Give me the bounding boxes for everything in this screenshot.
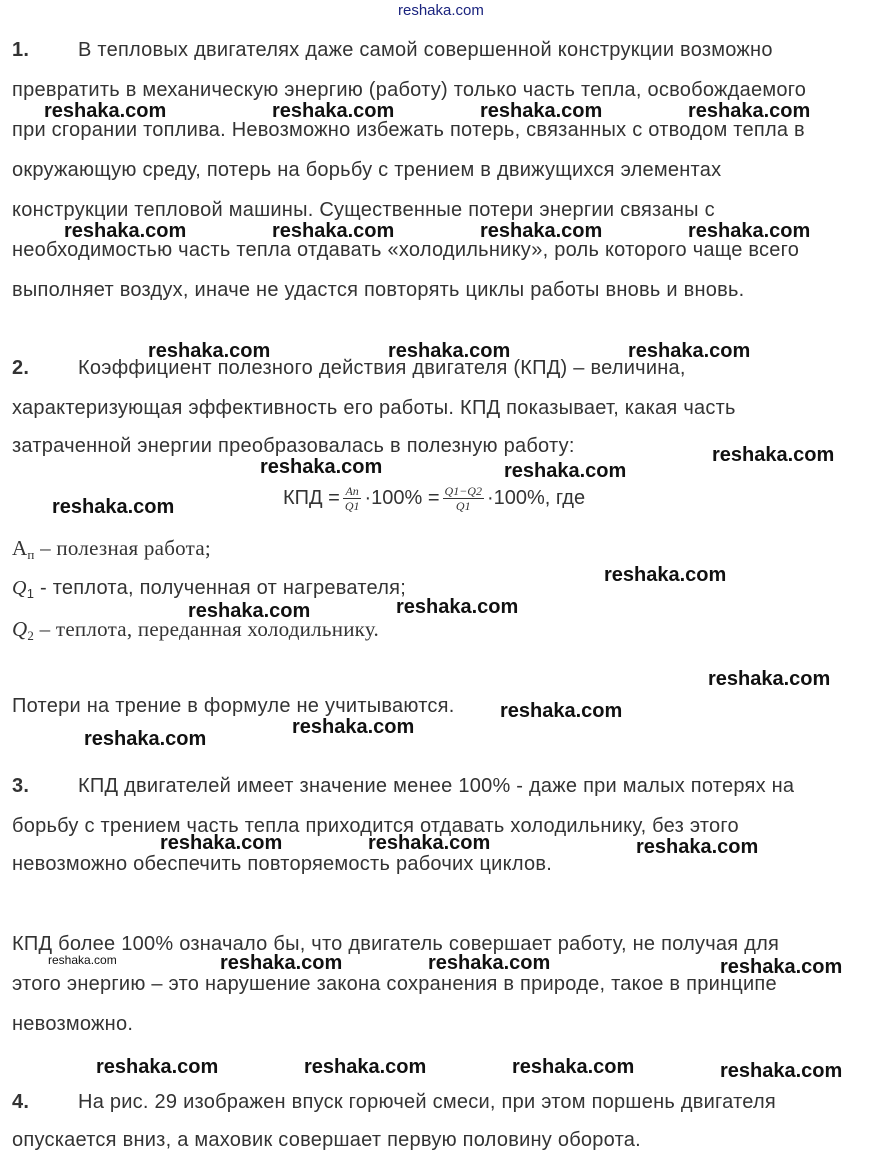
watermark: reshaka.com: [96, 1056, 219, 1078]
watermark: reshaka.com: [604, 564, 727, 586]
watermark: reshaka.com: [272, 100, 395, 122]
watermark: reshaka.com: [636, 836, 759, 858]
watermark: reshaka.com: [388, 340, 511, 362]
watermark: reshaka.com: [708, 668, 831, 690]
section4-line-2: опускается вниз, а маховик совершает первую половину оборота.: [12, 1129, 641, 1151]
section3-line-3: невозможно обеспечить повторяемость рабочих циклов.: [12, 853, 553, 875]
section3-para2-line-3: невозможно.: [12, 1013, 134, 1035]
watermark: reshaka.com: [480, 100, 603, 122]
section3-para2-line-1: КПД более 100% означало бы, что двигатель совершает работу, не получая для: [12, 933, 780, 955]
watermark: reshaka.com: [628, 340, 751, 362]
section2-line-1: 2. Коэффициент полезного действия двигателя (КПД) – величина,: [12, 357, 686, 379]
watermark: reshaka.com: [480, 220, 603, 242]
section1-line-6: необходимостью часть тепла отдавать «холодильнику», роль которого чаще всего: [12, 239, 800, 261]
section3-line-1: 3. КПД двигателей имеет значение менее 100% - даже при малых потерях на: [12, 775, 795, 797]
watermark: reshaka.com: [220, 952, 343, 974]
def-heat-transferred: $Q_2$ – теплота, переданная холодильнику.: [12, 617, 379, 643]
section1-line-3: при сгорании топлива. Невозможно избежать потерь, связанных с отводом тепла в: [12, 119, 805, 141]
watermark: reshaka.com: [504, 460, 627, 482]
section4-line-1: 4. На рис. 29 изображен впуск горючей смеси, при этом поршень двигателя: [12, 1091, 776, 1113]
section2-line-2: характеризующая эффективность его работы. КПД показывает, какая часть: [12, 397, 736, 419]
watermark: reshaka.com: [368, 832, 491, 854]
section1-line-7: выполняет воздух, иначе не удастся повторять циклы работы вновь и вновь.: [12, 279, 745, 301]
watermark: reshaka.com: [292, 716, 415, 738]
watermark-small: reshaka.com: [48, 953, 117, 967]
fraction-useful-work: $\frac{Aп}{Q1}$: [344, 483, 360, 513]
watermark: reshaka.com: [720, 1060, 843, 1082]
section1-number: 1.: [12, 39, 30, 61]
watermark: reshaka.com: [712, 444, 835, 466]
section2-number: 2.: [12, 357, 30, 379]
watermark: reshaka.com: [148, 340, 271, 362]
section2-line-3: затраченной энергии преобразовалась в полезную работу:: [12, 435, 575, 457]
watermark: reshaka.com: [304, 1056, 427, 1078]
watermark: reshaka.com: [428, 952, 551, 974]
header-watermark: reshaka.com: [398, 2, 484, 19]
watermark: reshaka.com: [500, 700, 623, 722]
watermark: reshaka.com: [272, 220, 395, 242]
section3-line-2: борьбу с трением часть тепла приходится отдавать холодильнику, без этого: [12, 815, 739, 837]
watermark: reshaka.com: [52, 496, 175, 518]
fraction-heat-difference: $\frac{Q1-Q2}{Q1}$: [444, 483, 482, 513]
watermark: reshaka.com: [512, 1056, 635, 1078]
section1-line-4: окружающую среду, потерь на борьбу с трением в движущихся элементах: [12, 159, 722, 181]
watermark: reshaka.com: [188, 600, 311, 622]
section3-number: 3.: [12, 775, 30, 797]
section1-line-1: 1. В тепловых двигателях даже самой совершенной конструкции возможно: [12, 39, 773, 61]
watermark: reshaka.com: [160, 832, 283, 854]
watermark: reshaka.com: [396, 596, 519, 618]
section4-number: 4.: [12, 1091, 30, 1113]
watermark: reshaka.com: [84, 728, 207, 750]
section1-line-5: конструкции тепловой машины. Существенные потери энергии связаны с: [12, 199, 715, 221]
section3-para2-line-2: этого энергию – это нарушение закона сохранения в природе, такое в принципе: [12, 973, 777, 995]
def-useful-work: $А_п$ – полезная работа;: [12, 536, 211, 562]
watermark: reshaka.com: [688, 220, 811, 242]
watermark: reshaka.com: [260, 456, 383, 478]
watermark: reshaka.com: [720, 956, 843, 978]
watermark: reshaka.com: [44, 100, 167, 122]
watermark: reshaka.com: [64, 220, 187, 242]
friction-note: Потери на трение в формуле не учитываются.: [12, 695, 455, 717]
watermark: reshaka.com: [688, 100, 811, 122]
efficiency-formula: КПД = $\frac{Aп}{Q1}$ ·100% = $\frac{Q1-Q2}{Q1}$ ·100%, где: [283, 483, 586, 513]
section1-line-2: превратить в механическую энергию (работу) только часть тепла, освобождаемого: [12, 79, 807, 101]
def-heat-received: $Q_1$ - теплота, полученная от нагревателя;: [12, 577, 407, 601]
